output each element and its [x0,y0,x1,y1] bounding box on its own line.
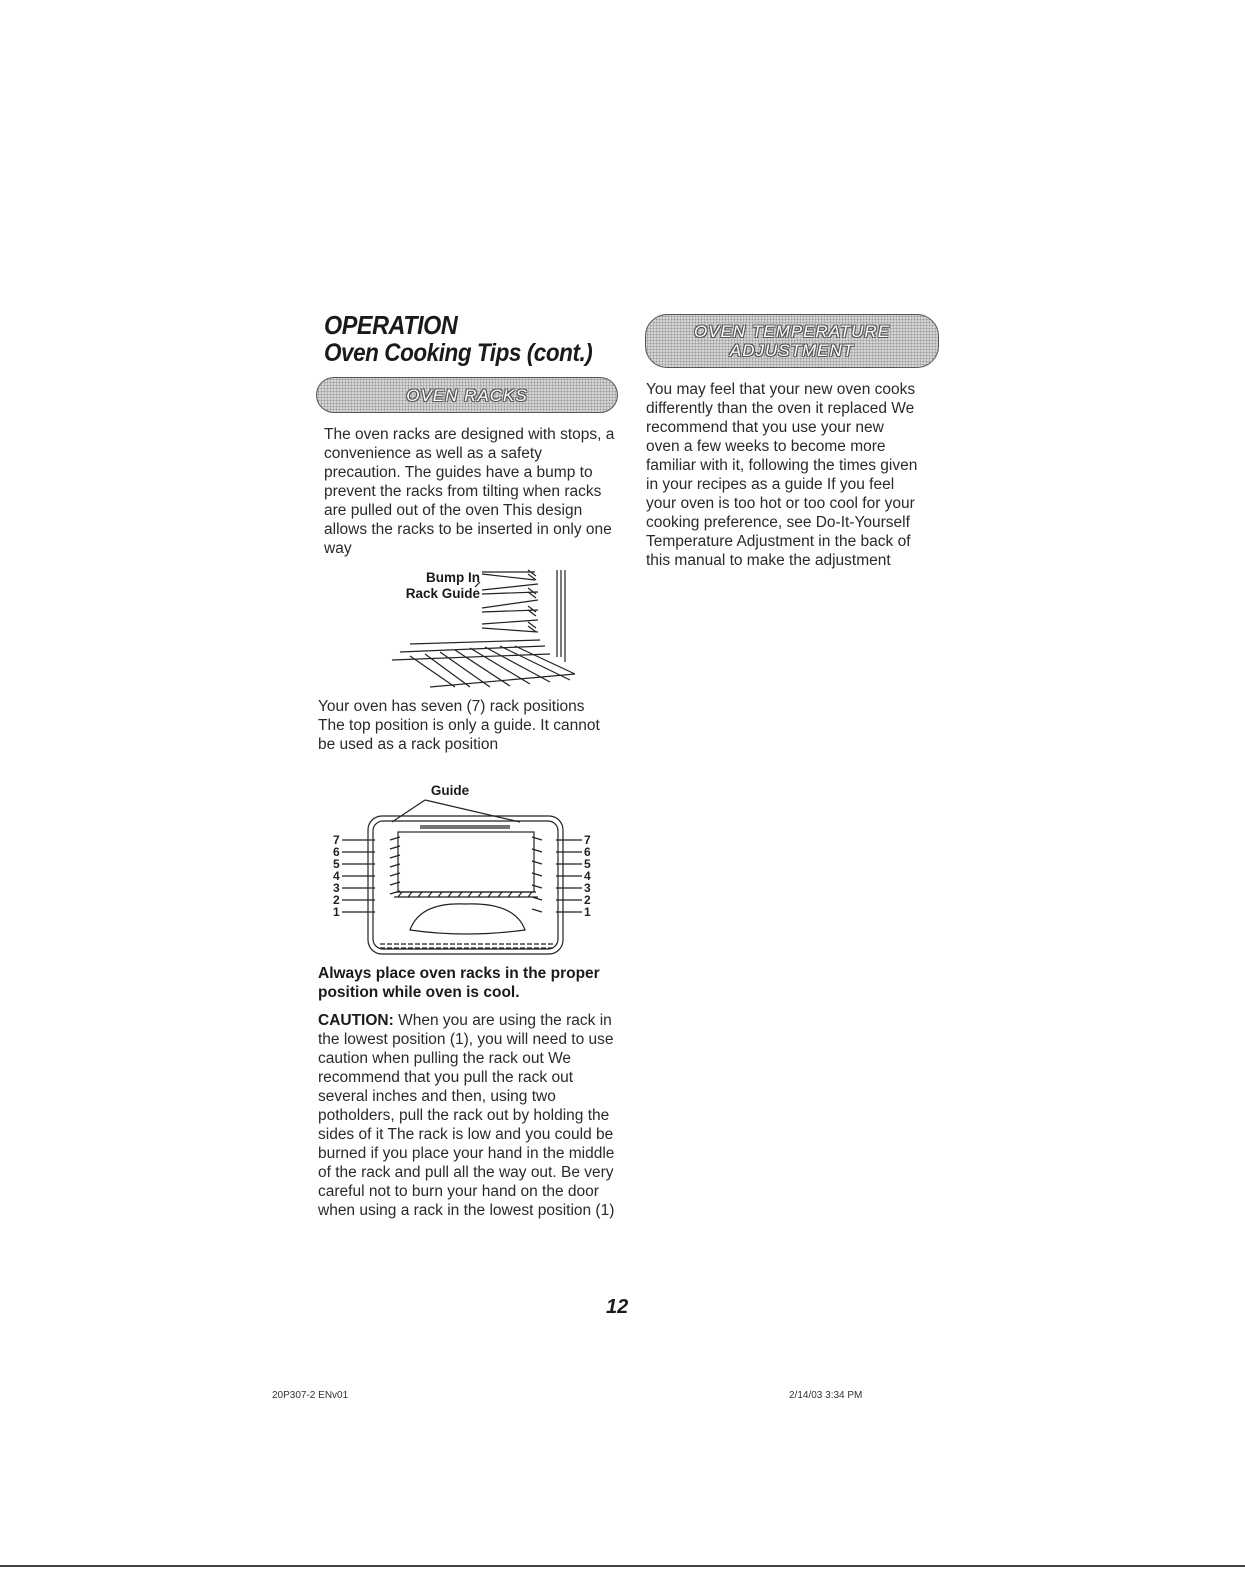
oven-racks-banner-label: OVEN RACKS [406,385,528,405]
oven-temperature-banner [645,314,939,368]
rack-position-left-3: 3 [333,881,340,895]
oven-temperature-banner-line2: ADJUSTMENT [729,341,855,360]
page-number: 12 [606,1296,629,1318]
rack-position-right-5: 5 [584,857,591,871]
caution-label: CAUTION: [318,1012,394,1029]
caution-text: When you are using the rack in the lowest position (1), you will need to use caution when pulling the rack out We recommend that you pull the rack out several inches and then, using two potholders, pull the rack out by holding the sides of it The rack is low and you could be burned if you place your hand in the middle of the rack and pull all the way out. Be very careful not to burn your hand on the door when using a rack in the lowest position (1) [318,1012,615,1219]
rack-positions-text: Your oven has seven (7) rack positions The top position is only a guide. It cannot be used as a rack position [318,698,600,753]
rack-position-left-5: 5 [333,857,340,871]
page-title: OPERATION [324,310,458,340]
rack-position-left-2: 2 [333,893,340,907]
rack-position-right-4: 4 [584,869,591,883]
oven-racks-intro: The oven racks are designed with stops, a convenience as well as a safety precaution. The guides have a bump to prevent the racks from tilting when racks are pulled out of the oven This design allows the racks to be inserted in only one way [324,426,615,557]
rack-position-right-6: 6 [584,845,591,859]
bottom-rule [0,1565,1245,1567]
guide-label: Guide [430,783,470,798]
oven-racks-banner [316,377,618,413]
rack-placement-warning: Always place oven racks in the proper position while oven is cool. [318,965,600,1001]
temperature-adjustment-text: You may feel that your new oven cooks differently than the oven it replaced We recommend that you use your new oven a few weeks to become more familiar with it, following the times given in your recipes as a guide If you feel your oven is too hot or too cool for your cooking preference, see Do-It-Yourself Temperature Adjustment in the back of this manual to make the adjustment [646,381,918,569]
rack-guide-label: Rack Guide [405,586,480,601]
footer-timestamp: 2/14/03 3:34 PM [789,1390,863,1401]
rack-position-right-2: 2 [584,893,591,907]
rack-position-left-4: 4 [333,869,340,883]
bump-in-label: Bump In [426,570,480,585]
oven-cavity-diagram [330,780,600,958]
page-subtitle: Oven Cooking Tips (cont.) [324,339,593,367]
rack-position-right-1: 1 [584,905,591,919]
rack-position-left-6: 6 [333,845,340,859]
rack-position-right-7: 7 [584,833,591,847]
rack-position-right-3: 3 [584,881,591,895]
rack-guide-illustration [370,562,585,690]
rack-position-left-1: 1 [333,905,340,919]
footer-document-code: 20P307-2 ENv01 [272,1390,349,1401]
caution-paragraph [318,1011,618,1220]
oven-temperature-banner-line1: OVEN TEMPERATURE [693,322,891,341]
rack-position-left-7: 7 [333,833,340,847]
